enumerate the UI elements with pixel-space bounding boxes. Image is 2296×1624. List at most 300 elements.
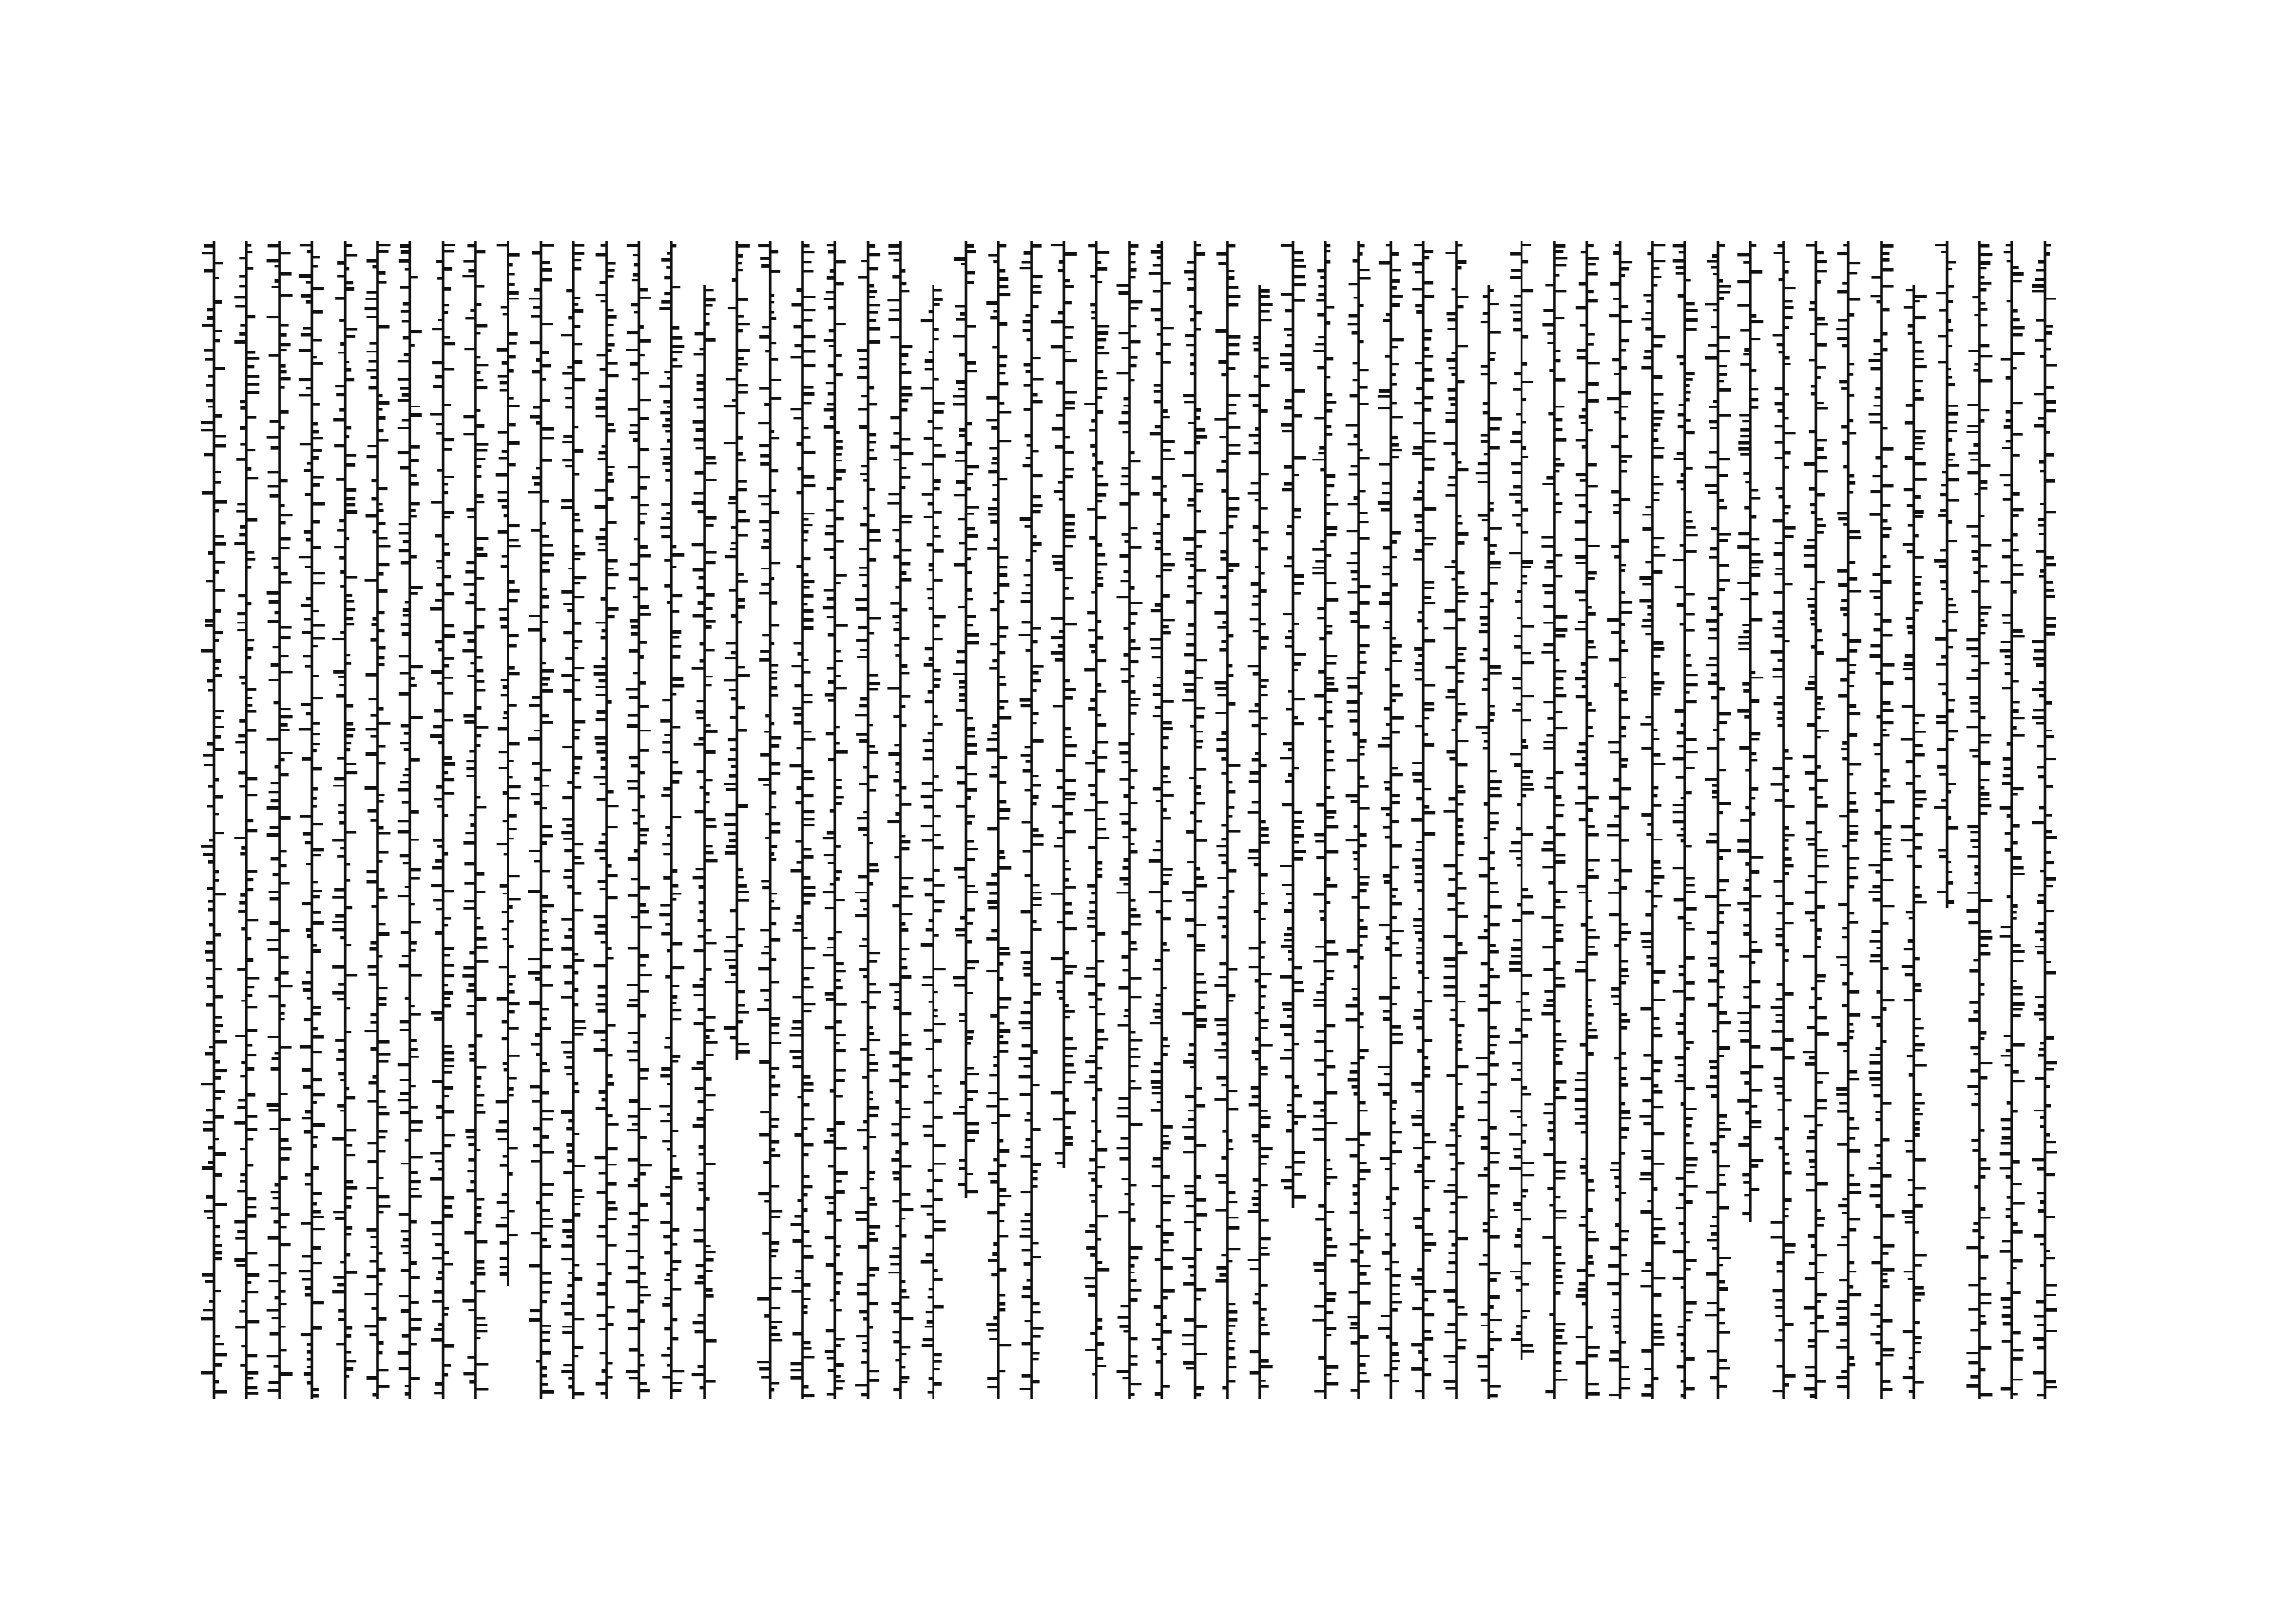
glyph-stroke [1152,1338,1162,1341]
glyph-stroke [1709,420,1718,423]
glyph-stroke [1685,791,1692,794]
glyph-stroke [1979,899,1992,902]
glyph-stroke [2012,944,2021,947]
glyph-stroke [1359,876,1370,878]
glyph-stroke [1221,1084,1227,1086]
glyph-stroke [835,517,844,520]
glyph-stroke [966,751,977,755]
glyph-stroke [1979,716,1985,719]
glyph-stroke [1293,1121,1298,1125]
glyph-stroke [1554,458,1560,460]
glyph-stroke [1642,619,1652,622]
glyph-stroke [1130,612,1138,615]
glyph-stroke [954,867,966,871]
glyph-stroke [1096,251,1109,254]
glyph-stroke [824,589,835,592]
glyph-stroke [1816,343,1827,347]
glyph-stroke [1023,850,1032,853]
glyph-stroke [1620,1077,1626,1080]
glyph-stroke [729,839,737,842]
glyph-stroke [1162,458,1175,460]
glyph-stroke [1587,875,1599,879]
glyph-stroke [1120,877,1130,881]
glyph-stroke [998,1294,1005,1297]
glyph-stroke [1647,605,1652,609]
glyph-stroke [1914,817,1920,820]
glyph-stroke [1979,1293,1991,1296]
glyph-stroke [988,513,998,516]
glyph-stroke [1810,1322,1816,1324]
glyph-stroke [1411,1367,1423,1371]
glyph-stroke [1934,559,1947,563]
glyph-stroke [958,1183,966,1186]
glyph-stroke [1554,984,1565,988]
glyph-stroke [934,1360,942,1363]
glyph-stroke [1775,542,1784,544]
glyph-stroke [1325,1254,1336,1257]
glyph-stroke [1325,1327,1336,1330]
glyph-stroke [966,940,972,944]
glyph-stroke [1608,1264,1620,1268]
glyph-stroke [1971,669,1979,672]
glyph-stroke [760,1111,770,1113]
glyph-stroke [2045,1141,2056,1143]
glyph-stroke [1718,1359,1727,1362]
glyph-stroke [827,667,835,670]
glyph-stroke [1848,704,1856,708]
glyph-stroke [1522,381,1533,383]
glyph-stroke [1914,865,1922,868]
glyph-stroke [737,990,745,993]
glyph-stroke [1620,640,1625,644]
glyph-stroke [1517,1069,1522,1071]
glyph-stroke [993,1064,998,1067]
glyph-stroke [1710,1066,1718,1069]
glyph-stroke [1023,769,1032,773]
glyph-stroke [1576,306,1587,309]
glyph-stroke [1816,1330,1829,1333]
glyph-stroke [892,904,900,907]
glyph-stroke [1874,743,1882,746]
glyph-stroke [1021,1220,1032,1222]
glyph-stroke [1816,696,1823,700]
glyph-stroke [770,722,774,725]
glyph-stroke [922,493,934,496]
glyph-stroke [1874,596,1882,599]
glyph-stroke [1979,379,1992,383]
glyph-stroke [1611,859,1620,862]
glyph-stroke [1353,732,1359,736]
glyph-stroke [1260,384,1270,387]
glyph-stroke [1979,267,1986,269]
glyph-stroke [2012,272,2024,276]
glyph-stroke [1445,566,1457,568]
glyph-stroke [1051,636,1064,639]
glyph-stroke [1750,738,1759,740]
glyph-stroke [998,411,1011,414]
glyph-stroke [1810,588,1816,590]
glyph-stroke [1554,628,1567,632]
glyph-stroke [1489,382,1497,384]
glyph-stroke [1149,891,1162,893]
glyph-stroke [2012,1002,2025,1006]
glyph-stroke [1162,282,1171,285]
glyph-stroke [959,693,966,697]
glyph-stroke [1346,794,1359,797]
glyph-stroke [1457,1083,1463,1085]
glyph-stroke [1383,627,1391,629]
glyph-stroke [2012,1357,2023,1361]
glyph-stroke [990,643,998,645]
glyph-stroke [1547,717,1554,720]
glyph-stroke [1979,344,1989,347]
glyph-stroke [700,348,705,350]
glyph-stroke [1871,490,1882,493]
glyph-stroke [1096,410,1103,414]
glyph-stroke [2032,716,2045,719]
glyph-stroke [992,346,998,349]
glyph-stroke [1806,821,1816,824]
glyph-stroke [770,342,776,344]
glyph-stroke [1260,694,1268,696]
glyph-stroke [1848,272,1857,274]
glyph-stroke [1882,447,1894,451]
glyph-stroke [1914,1351,1921,1353]
glyph-stroke [1914,1113,1923,1115]
glyph-stroke [1260,507,1268,510]
glyph-stroke [1411,1115,1423,1119]
glyph-stroke [1482,519,1489,521]
glyph-stroke [1316,299,1325,302]
glyph-stroke [1587,1005,1592,1008]
glyph-stroke [1423,788,1431,790]
glyph-stroke [2002,539,2012,542]
glyph-stroke [1979,288,1986,292]
glyph-stroke [1575,628,1587,630]
glyph-stroke [737,884,747,888]
glyph-stroke [1187,504,1195,507]
glyph-stroke [1554,290,1566,292]
glyph-stroke [1848,1228,1856,1232]
glyph-stroke [1024,1065,1032,1068]
glyph-stroke [860,1048,868,1051]
glyph-stroke [1423,1298,1428,1301]
glyph-stroke [1187,861,1195,863]
glyph-stroke [1522,1034,1528,1038]
glyph-stroke [1489,599,1494,602]
glyph-stroke [1904,1271,1914,1272]
glyph-stroke [1810,1394,1816,1398]
glyph-stroke [1936,663,1947,666]
glyph-stroke [1875,1144,1882,1147]
glyph-stroke [1417,490,1423,493]
glyph-stroke [1718,687,1725,691]
glyph-stroke [955,460,966,462]
glyph-stroke [1096,769,1105,773]
glyph-stroke [998,355,1007,358]
glyph-stroke [1195,1213,1207,1217]
glyph-stroke [953,673,966,675]
glyph-stroke [1414,669,1423,671]
glyph-stroke [1514,763,1522,767]
glyph-stroke [1064,1142,1073,1146]
glyph-stroke [1652,344,1662,348]
glyph-stroke [760,650,770,653]
glyph-stroke [1647,613,1652,616]
glyph-stroke [1970,831,1979,833]
glyph-stroke [759,335,770,339]
glyph-stroke [1522,575,1527,578]
glyph-stroke [1869,1167,1882,1170]
glyph-stroke [835,1375,841,1378]
glyph-stroke [1581,1216,1587,1218]
glyph-stroke [900,637,909,640]
glyph-stroke [1738,642,1750,645]
glyph-stroke [1843,523,1848,526]
glyph-stroke [1966,677,1979,680]
glyph-stroke [1777,717,1784,720]
glyph-stroke [966,1067,974,1070]
glyph-stroke [1620,470,1627,473]
glyph-stroke [934,1305,944,1309]
glyph-stroke [1905,973,1914,976]
glyph-stroke [1423,1249,1431,1252]
glyph-stroke [1544,566,1554,569]
glyph-stroke [1744,715,1750,719]
glyph-stroke [1836,1376,1848,1379]
glyph-stroke [1882,1273,1888,1275]
glyph-stroke [1444,1190,1457,1193]
glyph-stroke [1162,485,1167,488]
glyph-stroke [1478,462,1489,465]
glyph-stroke [1293,669,1298,671]
glyph-stroke [1096,1148,1107,1152]
glyph-stroke [1024,973,1032,977]
glyph-stroke [934,1228,946,1232]
glyph-stroke [2045,298,2056,300]
glyph-stroke [2012,1331,2021,1334]
glyph-stroke [1287,556,1293,560]
glyph-stroke [868,558,876,562]
glyph-stroke [2005,1064,2012,1066]
glyph-stroke [998,1035,1003,1038]
glyph-stroke [1947,604,1956,606]
glyph-stroke [991,929,998,932]
glyph-stroke [1214,1018,1227,1021]
glyph-stroke [697,381,705,385]
glyph-stroke [998,1098,1008,1100]
glyph-stroke [1816,779,1828,782]
glyph-stroke [1685,928,1695,931]
glyph-stroke [1771,650,1784,654]
glyph-stroke [1676,1022,1685,1025]
glyph-stroke [1218,360,1227,364]
glyph-stroke [1348,1078,1359,1082]
glyph-stroke [1346,424,1359,427]
glyph-stroke [762,1232,770,1235]
glyph-stroke [705,456,716,460]
glyph-stroke [1587,735,1594,737]
glyph-stroke [1227,634,1233,637]
glyph-stroke [1251,1086,1260,1090]
glyph-stroke [793,1056,803,1059]
glyph-stroke [1804,1115,1816,1118]
glyph-stroke [1088,629,1096,631]
glyph-stroke [1816,946,1821,948]
glyph-stroke [895,794,900,797]
glyph-stroke [1816,402,1824,404]
glyph-stroke [1130,460,1141,462]
glyph-stroke [1674,898,1685,902]
glyph-stroke [1483,1254,1489,1256]
glyph-stroke [1967,425,1979,427]
glyph-stroke [934,991,938,993]
glyph-stroke [1186,830,1195,834]
glyph-stroke [1118,1316,1130,1319]
glyph-stroke [987,1377,998,1380]
glyph-stroke [1677,731,1685,734]
glyph-stroke [1784,363,1791,365]
glyph-stroke [737,1011,749,1014]
glyph-stroke [1293,389,1305,393]
glyph-stroke [835,1272,843,1275]
glyph-stroke [1155,1016,1162,1019]
glyph-stroke [803,626,814,630]
glyph-stroke [1032,795,1039,799]
glyph-stroke [857,1283,868,1286]
glyph-stroke [1325,1176,1337,1179]
glyph-stroke [1816,493,1825,497]
glyph-stroke [1325,409,1332,413]
glyph-stroke [1483,312,1489,315]
glyph-stroke [1784,306,1794,309]
glyph-stroke [891,1133,900,1136]
glyph-stroke [1162,514,1170,518]
glyph-stroke [1325,503,1338,506]
glyph-stroke [1027,1112,1032,1115]
glyph-stroke [1718,1257,1731,1259]
glyph-stroke [1718,474,1728,477]
glyph-stroke [934,1085,939,1087]
glyph-stroke [1227,664,1232,667]
glyph-stroke [1064,798,1075,800]
glyph-stroke [1587,1383,1599,1385]
glyph-stroke [1816,470,1828,473]
glyph-stroke [1620,1254,1627,1256]
glyph-stroke [1489,582,1498,585]
glyph-stroke [1254,863,1260,866]
glyph-stroke [803,701,813,703]
glyph-stroke [1908,631,1914,634]
glyph-stroke [1947,900,1954,904]
glyph-stroke [1219,1273,1227,1277]
glyph-stroke [1350,1211,1359,1214]
glyph-stroke [1117,1370,1130,1373]
glyph-stroke [1681,1232,1685,1235]
glyph-stroke [868,1370,879,1372]
glyph-stroke [1130,660,1139,663]
glyph-stroke [1249,780,1260,783]
glyph-stroke [1021,704,1032,707]
glyph-stroke [1026,370,1032,373]
glyph-stroke [1969,969,1979,973]
glyph-stroke [760,462,770,466]
glyph-stroke [868,386,874,389]
glyph-stroke [835,373,843,376]
glyph-stroke [2039,1048,2045,1051]
glyph-stroke [1806,1150,1816,1153]
glyph-stroke [1811,987,1816,990]
glyph-stroke [900,1108,910,1110]
glyph-stroke [1293,265,1306,268]
glyph-stroke [1611,987,1620,991]
glyph-stroke [1554,350,1560,352]
glyph-stroke [1914,380,1923,382]
glyph-stroke [1391,583,1398,587]
glyph-stroke [1096,723,1106,727]
glyph-stroke [1966,1246,1979,1249]
glyph-stroke [730,748,737,751]
glyph-stroke [1457,653,1464,655]
glyph-stroke [1543,741,1554,743]
glyph-stroke [1644,1384,1652,1388]
glyph-stroke [1024,961,1032,964]
glyph-stroke [1092,750,1096,754]
glyph-stroke [1064,965,1077,968]
glyph-stroke [927,588,934,590]
glyph-stroke [1979,1062,1992,1064]
glyph-stroke [1848,912,1854,914]
glyph-stroke [1685,309,1698,312]
glyph-stroke [900,282,906,285]
glyph-stroke [1776,895,1784,897]
glyph-stroke [1907,1055,1914,1057]
glyph-stroke [793,1332,803,1336]
glyph-stroke [1685,767,1695,769]
glyph-stroke [1587,936,1600,939]
glyph-stroke [1162,1232,1174,1236]
glyph-stroke [1685,613,1695,616]
glyph-stroke [986,1323,998,1326]
glyph-stroke [1809,359,1816,361]
glyph-stroke [1325,598,1338,602]
glyph-stroke [1705,1314,1718,1316]
glyph-stroke [1122,467,1130,470]
glyph-stroke [1608,892,1620,894]
glyph-stroke [1359,304,1364,307]
glyph-stroke [1870,421,1882,424]
glyph-stroke [1587,1231,1596,1233]
glyph-stroke [1413,497,1423,501]
glyph-stroke [1359,1250,1364,1254]
glyph-stroke [1417,889,1423,892]
glyph-stroke [1315,946,1325,948]
glyph-stroke [986,882,998,886]
glyph-stroke [795,344,803,347]
glyph-stroke [1479,1263,1489,1266]
glyph-stroke [2012,1393,2018,1395]
glyph-stroke [1816,1081,1823,1084]
glyph-stroke [1848,1293,1861,1296]
glyph-stroke [1064,623,1077,625]
glyph-stroke [1359,1162,1367,1164]
glyph-stroke [1032,983,1041,986]
glyph-stroke [1522,560,1533,564]
glyph-stroke [1875,831,1882,835]
glyph-stroke [998,1114,1010,1117]
glyph-stroke [1643,1156,1652,1160]
glyph-stroke [1347,700,1359,704]
